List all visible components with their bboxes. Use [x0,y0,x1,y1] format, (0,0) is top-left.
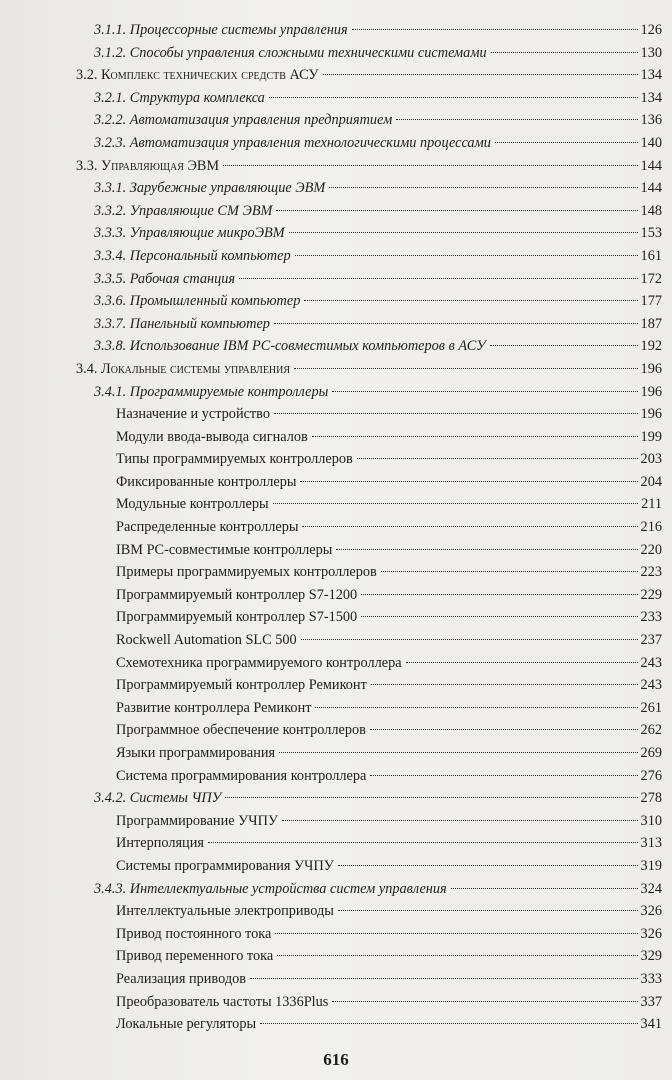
toc-entry-title: Преобразователь частоты 1336Plus [116,993,329,1010]
toc-entry-title: Система программирования контроллера [116,767,367,784]
toc-entry-title: 3.1.1. Процессорные системы управления [94,22,348,38]
dot-leader [495,142,638,143]
toc-entry [76,606,662,629]
dot-leader [381,571,638,572]
toc-entry-title: Программное обеспечение контроллеров [116,722,366,739]
dot-leader [370,775,638,776]
dot-leader [361,616,638,617]
toc-entry-title: 3.3.3. Управляющие микроЭВМ [94,225,285,242]
toc-entry [76,855,662,878]
toc-entry-page: 310 [640,812,662,829]
toc-entry-title: Программируемый контроллер S7-1500 [116,609,358,626]
dot-leader [276,210,638,211]
toc-entry [76,968,662,991]
dot-leader [332,1001,638,1002]
toc-entry-title: 3.4. Локальные системы управления [76,360,291,377]
toc-entry-title: 3.4.2. Системы ЧПУ [94,790,222,807]
toc-entry-page: 223 [640,564,662,581]
toc-entry-title: Примеры программируемых контроллеров [116,564,377,581]
toc-entry [76,945,662,968]
dot-leader [370,729,638,730]
toc-entry-page: 144 [640,180,662,197]
toc-entry-title: 3.3.8. Использование IBM PC-совместимых компьютеров в АСУ [94,338,486,355]
toc-entry-title: Программируемый контроллер Ремиконт [116,677,367,694]
toc-entry-title: 3.4.1. Программируемые контроллеры [94,383,329,400]
toc-entry [76,719,662,742]
toc-entry-page: 192 [640,338,662,355]
toc-entry-title: Распределенные контроллеры [116,519,299,536]
dot-leader [274,323,638,324]
toc-entry-title: Языки программирования [116,745,276,761]
toc-entry-title: Типы программируемых контроллеров [116,451,353,468]
dot-leader [223,165,638,166]
toc-entry [76,155,662,178]
toc-entry [76,19,662,42]
toc-entry-title: 3.3.5. Рабочая станция [94,270,236,287]
toc-entry-title: Привод переменного тока [116,948,274,965]
dot-leader [357,458,638,459]
dot-leader [312,436,638,437]
dot-leader [289,232,638,233]
toc-entry [76,64,662,87]
toc-entry-page: 233 [640,609,662,626]
dot-leader [279,752,638,753]
dot-leader [491,52,638,53]
toc-entry [76,923,662,946]
toc-entry [76,832,662,855]
dot-leader [396,119,638,120]
toc-entry-page: 134 [640,89,662,106]
toc-entry-page: 216 [640,519,662,536]
toc-entry-page: 196 [640,360,662,377]
toc-entry-title: Программируемый контроллер S7-1200 [116,586,358,603]
toc-entry [76,290,662,313]
toc-entry-title: Rockwell Automation SLC 500 [116,632,297,649]
toc-entry-title: 3.3.6. Промышленный компьютер [94,293,301,310]
toc-entry-page: 337 [640,993,662,1010]
dot-leader [282,820,638,821]
toc-entry-page: 243 [640,654,662,671]
toc-entry [76,132,662,155]
dot-leader [304,300,638,301]
toc-entry [76,1013,662,1036]
dot-leader [329,187,638,188]
toc-entry-page: 220 [640,541,662,558]
toc-entry-title: IBM PC-совместимые контроллеры [116,541,333,558]
dot-leader [451,888,638,889]
toc-entry-page: 324 [640,880,662,897]
dot-leader [338,910,638,911]
toc-entry [76,222,662,245]
toc-entry-page: 196 [640,406,662,423]
toc-entry-title: Реализация приводов [116,970,246,987]
toc-entry-title: Интерполяция [116,835,204,852]
toc-entry-page: 237 [640,632,662,649]
toc-entry [76,787,662,810]
toc-entry-page: 199 [640,428,662,445]
toc-entry-page: 326 [640,903,662,920]
toc-entry [76,991,662,1014]
toc-entry-page: 326 [640,925,662,942]
dot-leader [273,503,638,504]
toc-entry-page: 148 [640,202,662,219]
toc-entry-title: Назначение и устройство [116,406,270,423]
dot-leader [352,29,638,30]
toc-entry-page: 126 [640,22,662,38]
toc-entry-page: 196 [640,383,662,400]
toc-entry [76,900,662,923]
dot-leader [294,368,638,369]
dot-leader [490,345,638,346]
toc-entry-title: Фиксированные контроллеры [116,473,297,490]
dot-leader [269,97,638,98]
toc-entry [76,200,662,223]
dot-leader [315,707,638,708]
toc-entry [76,381,662,404]
toc-entry [76,629,662,652]
toc-entry [76,697,662,720]
toc-entry-title: Схемотехника программируемого контроллера [116,654,402,671]
toc-entry-title: Локальные регуляторы [116,1016,257,1033]
toc-entry-page: 278 [640,790,662,807]
toc-entry [76,335,662,358]
dot-leader [250,978,638,979]
table-of-contents [76,19,662,1036]
dot-leader [300,481,638,482]
toc-entry [76,358,662,381]
toc-entry-page: 203 [640,451,662,468]
toc-entry-page: 329 [640,948,662,965]
toc-entry-title: 3.1.2. Способы управления сложными техническими системами [94,44,487,61]
toc-entry-page: 134 [640,67,662,84]
dot-leader [208,842,638,843]
dot-leader [332,391,638,392]
toc-entry-page: 172 [640,270,662,287]
toc-entry-page: 229 [640,586,662,603]
toc-entry-page: 204 [640,473,662,490]
dot-leader [338,865,638,866]
toc-entry-title: Модульные контроллеры [116,496,269,513]
toc-entry [76,268,662,291]
page-number: 616 [323,1050,349,1069]
toc-entry [76,810,662,833]
toc-entry [76,109,662,132]
dot-leader [323,74,638,75]
dot-leader [225,797,638,798]
toc-entry-title: 3.2.1. Структура комплекса [94,89,265,106]
toc-entry-title: Модули ввода-вывода сигналов [116,428,308,445]
toc-entry [76,742,662,765]
toc-entry-page: 269 [640,745,662,761]
toc-entry-page: 140 [640,134,662,151]
toc-entry-page: 161 [640,247,662,264]
toc-entry-title: Развитие контроллера Ремиконт [116,699,312,716]
toc-entry-title: Системы программирования УЧПУ [116,857,334,874]
toc-entry [76,426,662,449]
toc-entry [76,313,662,336]
toc-entry-page: 261 [640,699,662,716]
dot-leader [361,594,638,595]
toc-entry [76,245,662,268]
dot-leader [301,639,638,640]
toc-entry-title: 3.3.7. Панельный компьютер [94,315,270,332]
toc-entry-title: Программирование УЧПУ [116,812,279,829]
toc-entry-title: Привод постоянного тока [116,925,272,942]
dot-leader [302,526,638,527]
toc-entry-title: 3.3. Управляющая ЭВМ [76,157,220,174]
toc-entry [76,878,662,901]
toc-entry-page: 177 [640,293,662,310]
toc-entry-page: 243 [640,677,662,694]
dot-leader [274,413,638,414]
toc-entry-page: 333 [640,970,662,987]
toc-entry-page: 341 [640,1016,662,1033]
toc-entry-title: 3.3.2. Управляющие СМ ЭВМ [94,202,273,219]
toc-entry [76,42,662,65]
toc-entry-page: 211 [641,496,662,513]
dot-leader [277,955,638,956]
toc-entry-title: Интеллектуальные электроприводы [116,903,334,920]
toc-entry [76,87,662,110]
toc-entry-title: 3.2. Комплекс технических средств АСУ [76,67,319,84]
toc-entry-page: 276 [640,767,662,784]
toc-entry-page: 153 [640,225,662,242]
toc-entry-page: 187 [640,315,662,332]
dot-leader [406,662,638,663]
dot-leader [275,933,638,934]
toc-entry [76,652,662,675]
toc-entry-page: 130 [640,44,662,61]
dot-leader [295,255,638,256]
toc-entry-page: 319 [640,857,662,874]
toc-entry [76,674,662,697]
toc-entry [76,516,662,539]
toc-entry-page: 136 [640,112,662,129]
toc-entry [76,448,662,471]
toc-entry [76,403,662,426]
toc-entry-title: 3.2.2. Автоматизация управления предприятием [94,112,393,129]
toc-entry [76,177,662,200]
toc-entry [76,584,662,607]
toc-entry-page: 262 [640,722,662,739]
toc-entry-title: 3.2.3. Автоматизация управления технологическими процессами [94,134,491,151]
toc-entry-page: 144 [640,157,662,174]
toc-entry [76,471,662,494]
toc-entry-title: 3.3.1. Зарубежные управляющие ЭВМ [94,180,326,197]
toc-entry [76,539,662,562]
toc-entry [76,765,662,788]
toc-entry-title: 3.4.3. Интеллектуальные устройства систем управления [94,880,447,897]
dot-leader [336,549,638,550]
toc-entry [76,493,662,516]
dot-leader [239,278,638,279]
toc-entry [76,561,662,584]
dot-leader [260,1023,638,1024]
toc-entry-title: 3.3.4. Персональный компьютер [94,247,291,264]
toc-entry-page: 313 [640,835,662,852]
dot-leader [371,684,638,685]
